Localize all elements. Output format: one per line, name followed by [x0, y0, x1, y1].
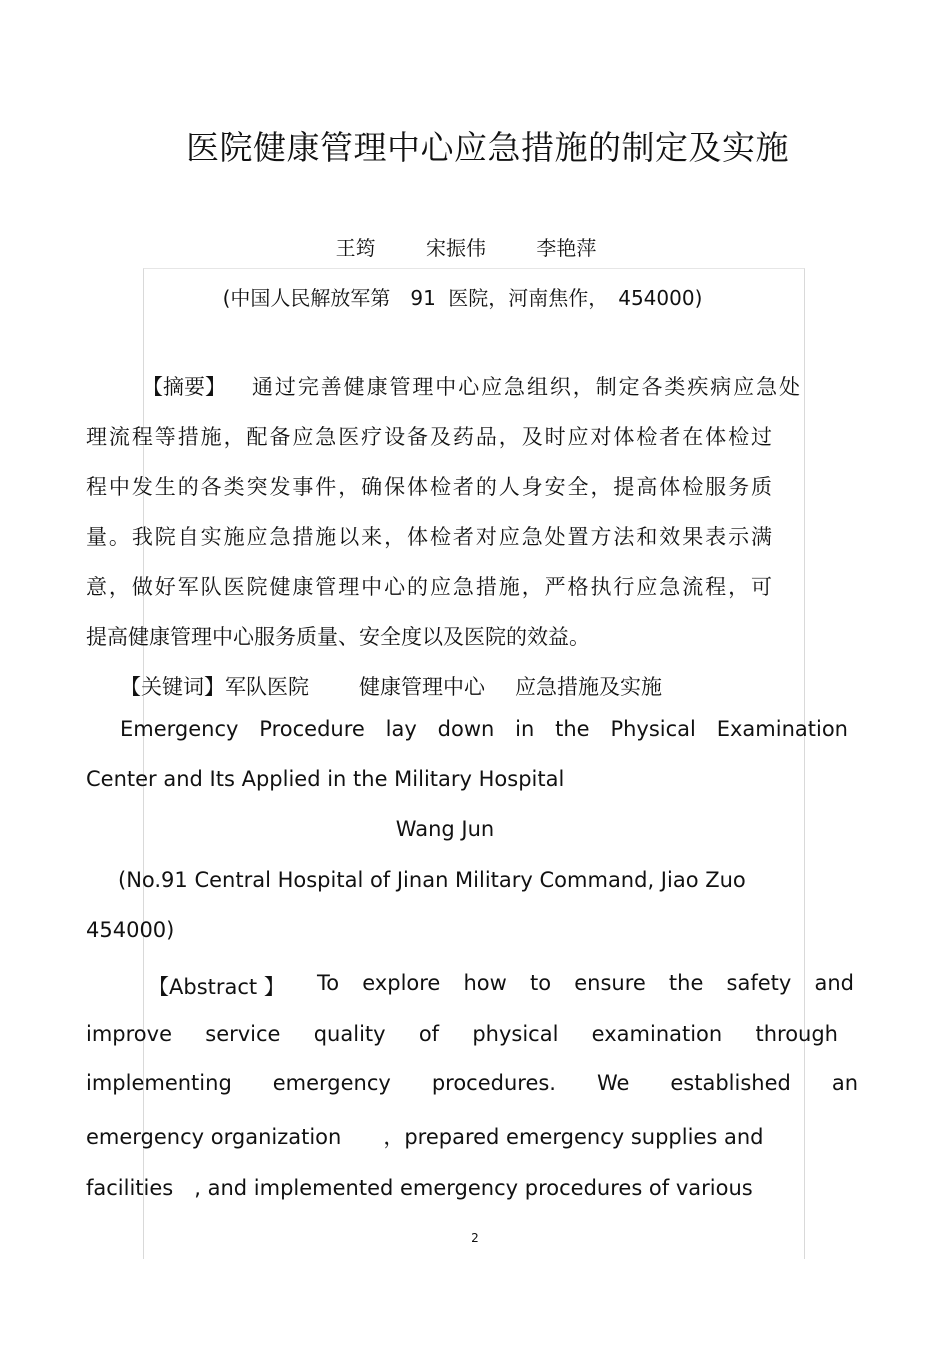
author-name: 王筠 [335, 236, 376, 260]
author-list [0, 232, 932, 261]
abstract-en-line: emergency organization ，prepared emergency supplies and [86, 1125, 764, 1149]
abstract-en-line: implementing emergency procedures. We established an [86, 1071, 858, 1095]
abstract-cn-line: 意，做好军队医院健康管理中心的应急措施，严格执行应急流程，可 [86, 575, 772, 599]
page-number: 2 [471, 1231, 479, 1245]
paper-title: 医院健康管理中心应急措施的制定及实施 [186, 128, 789, 167]
keyword: 应急措施及实施 [515, 675, 662, 699]
abstract-cn-line: 程中发生的各类突发事件，确保体检者的人身安全，提高体检服务质 [86, 475, 772, 499]
abstract-cn-label: 【摘要】 [142, 375, 226, 399]
keyword: 军队医院 [225, 675, 309, 699]
title-en-line: Center and Its Applied in the Military Hospital [86, 767, 565, 791]
abstract-en-line: To explore how to ensure the safety and [317, 971, 854, 995]
author-name: 宋振伟 [426, 236, 486, 260]
keywords-label: 【关键词】 [120, 675, 225, 699]
abstract-en-label: 【Abstract 】 [148, 975, 285, 999]
abstract-cn-line: 通过完善健康管理中心应急组织，制定各类疾病应急处 [252, 375, 800, 399]
title-en-line: Emergency Procedure lay down in the Physical Examination [120, 717, 848, 741]
abstract-cn-line: 提高健康管理中心服务质量、安全度以及医院的效益。 [86, 625, 590, 649]
keyword: 健康管理中心 [359, 675, 485, 699]
abstract-cn-line: 理流程等措施，配备应急医疗设备及药品，及时应对体检者在体检过 [86, 425, 772, 449]
abstract-en-line: facilities , and implemented emergency procedures of various [86, 1176, 753, 1200]
abstract-cn-line: 量。我院自实施应急措施以来，体检者对应急处置方法和效果表示满 [86, 525, 772, 549]
page-frame [143, 268, 805, 1259]
keywords-cn [120, 671, 662, 701]
affiliation-en-line: 454000) [86, 918, 175, 942]
author-name: 李艳萍 [536, 236, 597, 260]
abstract-en-line: improve service quality of physical examination through [86, 1022, 838, 1046]
author-en: Wang Jun [395, 817, 495, 841]
affiliation-en-line: (No.91 Central Hospital of Jinan Military Command, Jiao Zuo [118, 868, 746, 892]
affiliation-cn: (中国人民解放军第 91 医院，河南焦作， 454000) [222, 286, 703, 310]
